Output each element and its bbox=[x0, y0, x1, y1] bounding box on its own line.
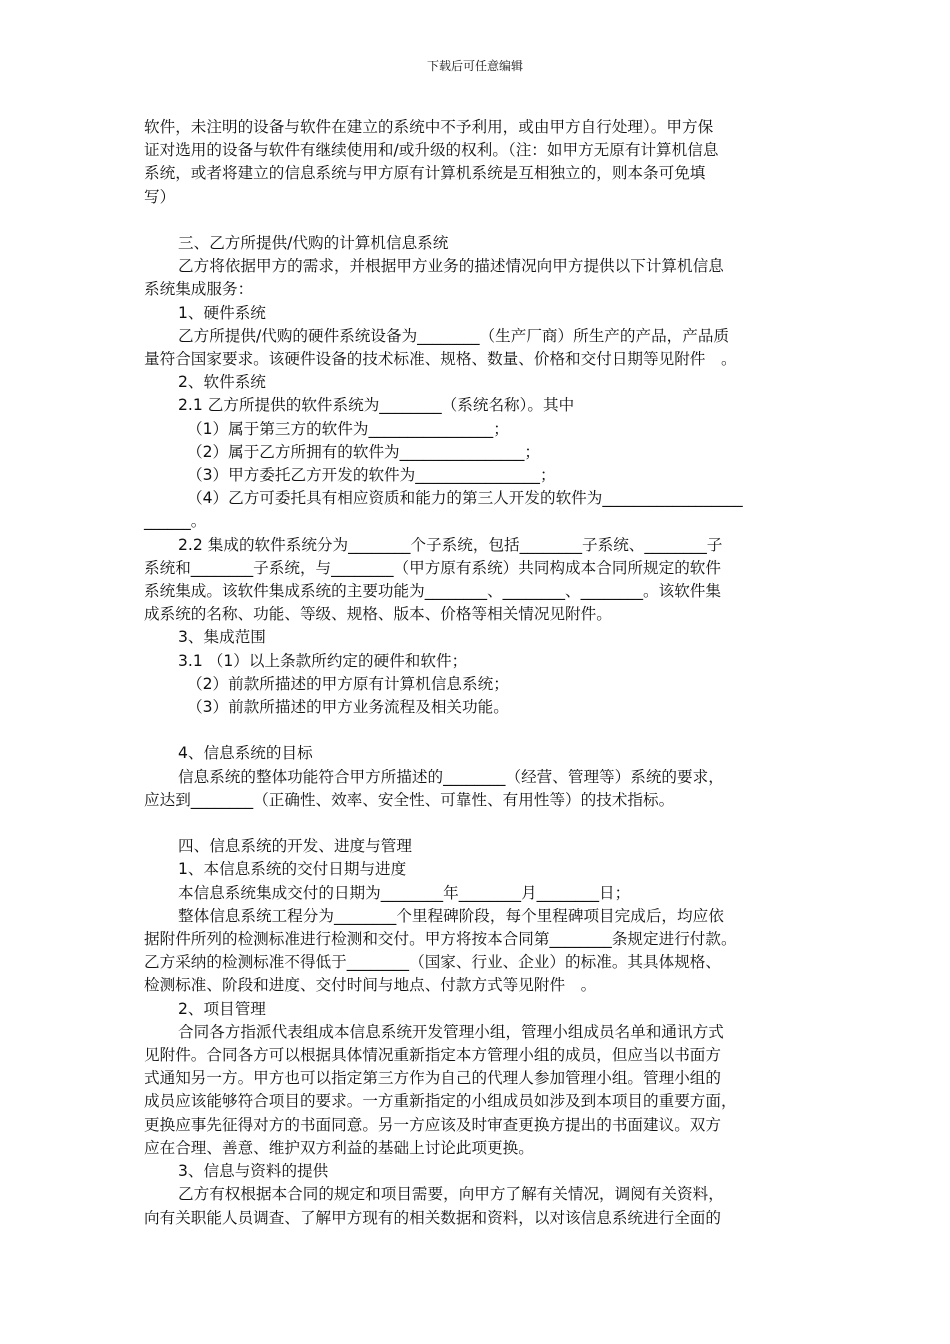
text-line: （4）乙方可委托具有相应资质和能力的第三人开发的软件为__________________ bbox=[187, 489, 743, 508]
text-line: （3）甲方委托乙方开发的软件为________________； bbox=[187, 466, 556, 485]
text-line: 系统和________子系统，与________（甲方原有系统）共同构成本合同所规定的软件 bbox=[144, 558, 721, 577]
text-line: 信息系统的整体功能符合甲方所描述的________（经营、管理等）系统的要求， bbox=[178, 767, 724, 786]
text-line: 成员应该能够符合项目的要求。一方重新指定的小组成员如涉及到本项目的重要方面， bbox=[144, 1092, 737, 1111]
text-line: 写） bbox=[144, 187, 176, 206]
text-line: 量符合国家要求。该硬件设备的技术标准、规格、数量、价格和交付日期等见附件 。 bbox=[144, 350, 737, 369]
text-line: （2）属于乙方所拥有的软件为________________； bbox=[187, 442, 540, 461]
text-line: 乙方所提供/代购的硬件系统设备为________（生产厂商）所生产的产品，产品质 bbox=[178, 326, 730, 345]
text-line: 1、本信息系统的交付日期与进度 bbox=[178, 860, 407, 879]
text-line: 向有关职能人员调查、了解甲方现有的相关数据和资料，以对该信息系统进行全面的 bbox=[144, 1208, 721, 1227]
text-line: 见附件。合同各方可以根据具体情况重新指定本方管理小组的成员，但应当以书面方 bbox=[144, 1046, 721, 1065]
text-line: 3、集成范围 bbox=[178, 628, 266, 647]
blank-line bbox=[144, 812, 808, 835]
text-line: 证对选用的设备与软件有继续使用和/或升级的权利。（注：如甲方无原有计算机信息 bbox=[144, 141, 719, 160]
text-line: 整体信息系统工程分为________个里程碑阶段，每个里程碑项目完成后，均应依 bbox=[178, 906, 724, 925]
text-line: （1）属于第三方的软件为________________； bbox=[187, 419, 509, 438]
text-line: 应达到________（正确性、效率、安全性、可靠性、有用性等）的技术指标。 bbox=[144, 790, 675, 809]
text-line: 合同各方指派代表组成本信息系统开发管理小组，管理小组成员名单和通讯方式 bbox=[178, 1022, 724, 1041]
text-line: 乙方有权根据本合同的规定和项目需要，向甲方了解有关情况，调阅有关资料， bbox=[178, 1185, 724, 1204]
text-line: ______。 bbox=[144, 512, 207, 531]
document-body bbox=[144, 116, 808, 1230]
text-line: （2）前款所描述的甲方原有计算机信息系统； bbox=[187, 674, 509, 693]
text-line: 4、信息系统的目标 bbox=[178, 744, 313, 763]
text-line: 据附件所列的检测标准进行检测和交付。甲方将按本合同第________条规定进行付款。 bbox=[144, 930, 737, 949]
text-line: 三、乙方所提供/代购的计算机信息系统 bbox=[178, 234, 449, 252]
text-line: 软件，未注明的设备与软件在建立的系统中不予利用，或由甲方自行处理）。甲方保 bbox=[144, 118, 714, 136]
text-line: （3）前款所描述的甲方业务流程及相关功能。 bbox=[187, 698, 509, 717]
text-line: 系统，或者将建立的信息系统与甲方原有计算机系统是互相独立的，则本条可免填 bbox=[144, 164, 706, 183]
page-header: 下载后可任意编辑 bbox=[426, 59, 523, 73]
blank-line bbox=[144, 719, 808, 742]
text-line: 本信息系统集成交付的日期为________年________月________日； bbox=[178, 883, 631, 902]
text-line: 1、硬件系统 bbox=[178, 303, 266, 322]
text-line: 乙方采纳的检测标准不得低于________（国家、行业、企业）的标准。其具体规格、 bbox=[144, 953, 721, 972]
text-line: 检测标准、阶段和进度、交付时间与地点、付款方式等见附件 。 bbox=[144, 976, 597, 995]
text-line: 2、项目管理 bbox=[178, 999, 266, 1018]
text-line: 系统集成。该软件集成系统的主要功能为________、________、________。该软件集 bbox=[144, 582, 721, 601]
text-line: 2、软件系统 bbox=[178, 373, 266, 392]
text-line: 更换应事先征得对方的书面同意。另一方应该及时审查更换方提出的书面建议。双方 bbox=[144, 1115, 721, 1134]
text-line: 乙方将依据甲方的需求，并根据甲方业务的描述情况向甲方提供以下计算机信息 bbox=[178, 257, 724, 276]
text-line: 式通知另一方。甲方也可以指定第三方作为自己的代理人参加管理小组。管理小组的 bbox=[144, 1069, 721, 1088]
text-line: 3.1 （1）以上条款所约定的硬件和软件； bbox=[178, 651, 468, 670]
text-line: 四、信息系统的开发、进度与管理 bbox=[178, 837, 412, 856]
text-line: 系统集成服务： bbox=[144, 280, 254, 299]
text-line: 3、信息与资料的提供 bbox=[178, 1162, 329, 1181]
blank-line bbox=[144, 209, 808, 232]
text-line: 应在合理、善意、维护双方利益的基础上讨论此项更换。 bbox=[144, 1138, 534, 1157]
text-line: 成系统的名称、功能、等级、规格、版本、价格等相关情况见附件。 bbox=[144, 605, 612, 624]
text-line: 2.2 集成的软件系统分为________个子系统，包括________子系统、________子 bbox=[178, 535, 723, 554]
text-line: 2.1 乙方所提供的软件系统为________（系统名称）。其中 bbox=[178, 396, 575, 415]
